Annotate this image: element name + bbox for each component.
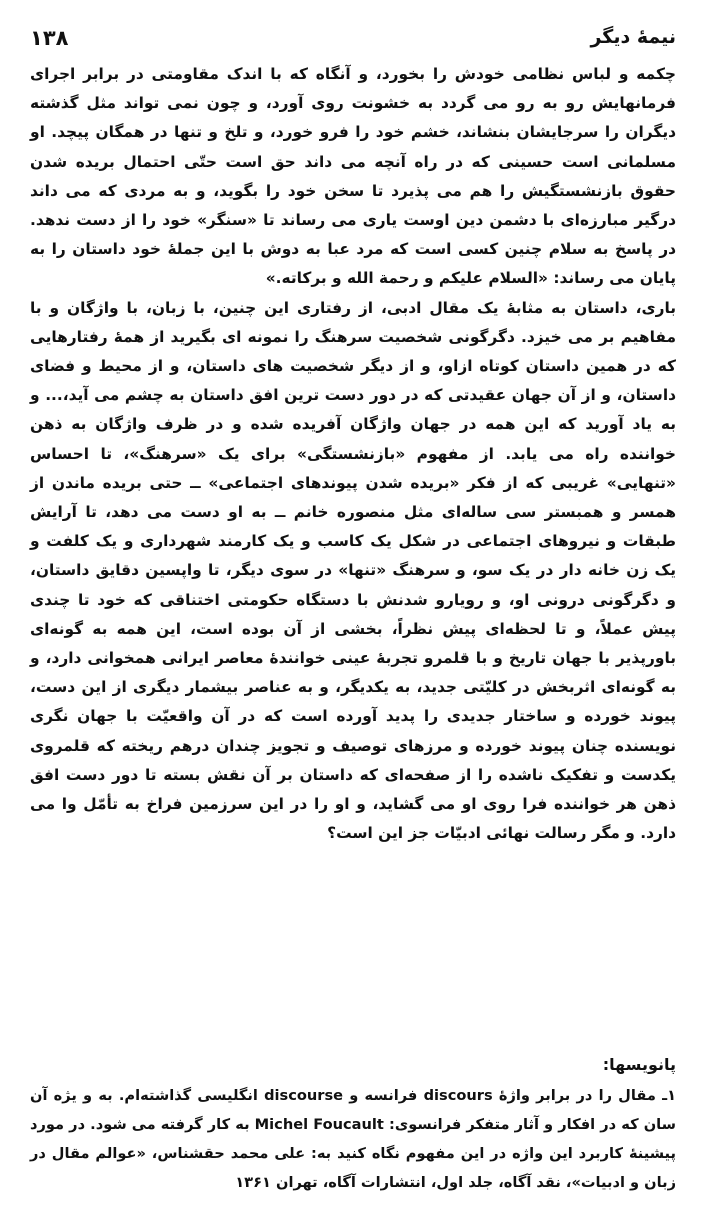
footnotes-section bbox=[30, 1050, 676, 1197]
paragraph: چکمه و لباس نظامی خودش را بخورد، و آنگاه که با اندک مقاومتی در برابر اجرای فرمانهایش رو به رو می گردد به خشونت روی آورد، و چون نمی تواند مثل گذشته دیگران را سرجایشان بنشاند، خشم خود را فرو خورد، و تلخ و تنها در همگان پیچد. او مسلمانی است حسینی که در راه آنچه می داند حق است حتّی احتمال بریده شدن حقوق بازنشستگیش را هم می پذیرد تا سخن خود را بگوید، و به مردی که می داند درگیر مبارزه‌ای با دشمن دین اوست یاری می رساند تا «سنگر» خود را از دست ندهد. در پاسخ به سلام چنین کسی است که مرد عبا به دوش با این جملهٔ خود داستان را به پایان می رساند: «السلام علیکم و رحمة الله و برکاته.» bbox=[30, 65, 676, 288]
footnotes-heading: پانویسها: bbox=[602, 1055, 676, 1074]
page-header bbox=[30, 26, 676, 56]
footnote-item: ۱ـ مقال را در برابر واژهٔ discours فرانسه و discourse انگلیسی گذاشته‌ام. به و یژه آن سان که در افکار و آثار متفکر فرانسوی: Michel Foucault به کار گرفته می شود. در مورد پیشینهٔ کاربرد این واژه در این مفهوم نگاه کنید به: علی محمد حقشناس، «عوالم مقال در زبان و ادبیات»، نقد آگاه، جلد اول، انتشارات آگاه، تهران ۱۳۶۱ bbox=[30, 1087, 676, 1191]
paragraph: باری، داستان به مثابهٔ یک مقال ادبی، از رفتاری این چنین، با زبان، با واژگان و با مفاهیم بر می خیزد. دگرگونی شخصیت سرهنگ را نمونه ای بگیرید از همهٔ رفتارهایی که در همین داستان کوتاه ازاو، و از دیگر شخصیت های داستان، و از محیط و فضای داستان، و از آن جهان عقیدتی که در دور دست ترین افق داستان به چشم می آید،... و به یاد آورید که این همه در جهان واژگان آفریده شده و در ظرف واژگان به ذهن خواننده راه می یابد. از مفهوم «بازنشستگی» برای یک «سرهنگ»، تا احساس «تنهایی» غریبی که از فکر «بریده شدن پیوندهای اجتماعی» ــ حتی بریده ماندن از همسر و همبستر سی ساله‌ای مثل منصوره خانم ــ به او دست می دهد، تا آرایش طبقات و نیروهای اجتماعی در شکل یک کاسب و یک کارمند شهرداری و یک کلفت و یک زن خانه دار در یک سو، و سرهنگ «تنها» در سوی دیگر، تا واپسین دقایق داستان، و دگرگونی درونی او، و رویارو شدنش با دستگاه حکومتی اختناقی که خود تا چندی پیش عملاً، و تا لحظه‌ای پیش نظراً، بخشی از آن بوده است، این همه به گونه‌ای باورپذیر با جهان تاریخ و با قلمرو تجربهٔ عینی خوانندهٔ معاصر ایرانی همخوانی دارد، و به گونه‌ای اثربخش در کلیّتی جدید، به یکدیگر، و به عناصر بیشمار دیگری از این دست، پیوند خورده و ساختار جدیدی را پدید آورده است که در آن واقعیّت با جهان نگری نویسنده چنان پیوند خورده و مرزهای توصیف و تجویز چندان درهم ریخته که قلمروی یکدست و تفکیک ناشده را از صفحه‌ای که داستان بر آن نقش بسته تا دور دست افق ذهن هر خواننده فرا روی او می گشاید، و او را در این سرزمین فراخ به تأمّل وا می دارد. و مگر رسالت نهائی ادبیّات جز این است؟ bbox=[30, 298, 676, 843]
page-number: ۱۳۸ bbox=[30, 26, 69, 50]
main-text bbox=[30, 60, 676, 848]
running-title: نیمهٔ دیگر bbox=[590, 26, 676, 48]
